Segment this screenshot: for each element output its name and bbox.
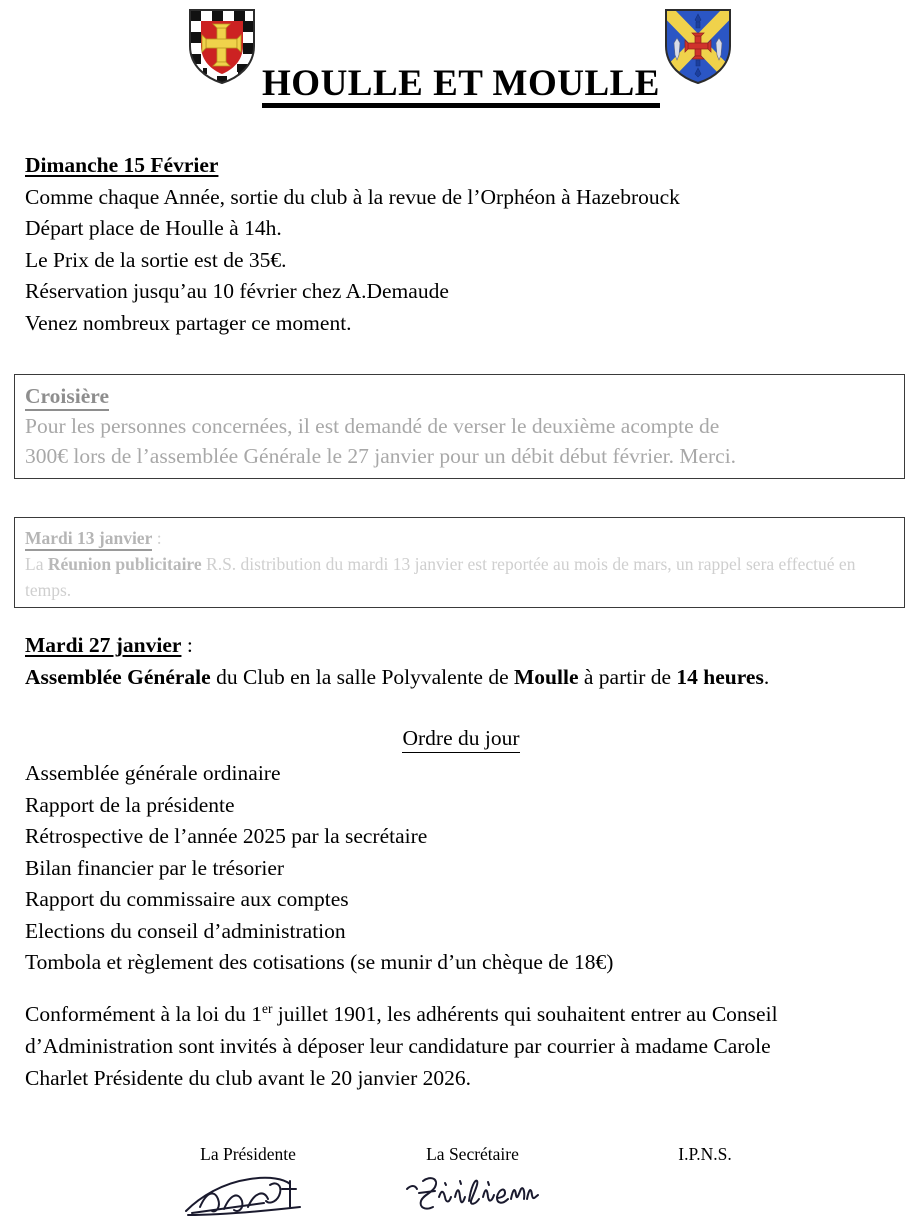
- croisiere-line: 300€ lors de l’assemblée Générale le 27 janvier pour un débit début février. Merci.: [25, 444, 737, 468]
- mardi-13-janvier-box: [14, 517, 905, 608]
- page-title: [0, 62, 922, 108]
- signature-label: La Secrétaire: [426, 1144, 519, 1164]
- mardi-13-body-before: La: [25, 554, 48, 574]
- mardi-13-heading-suffix: :: [152, 528, 162, 548]
- section-dimanche-line: Comme chaque Année, sortie du club à la revue de l’Orphéon à Hazebrouck: [25, 184, 680, 209]
- mardi-27-body-t1: du Club en la salle Polyvalente de: [210, 664, 515, 689]
- loi-part1: Conformément à la loi du 1: [25, 1002, 263, 1026]
- ipns-label: I.P.N.S.: [678, 1144, 732, 1164]
- list-item: Rapport du commissaire aux comptes: [25, 887, 349, 911]
- mardi-13-body-bold: Réunion publicitaire: [47, 554, 202, 574]
- mardi-27-body-b3: 14 heures: [676, 664, 764, 689]
- signature-emilienne-mark: [405, 1167, 540, 1219]
- ordre-du-jour-title: [0, 726, 922, 753]
- mardi-27-body-b1: Assemblée Générale: [25, 664, 211, 689]
- signature-charlet-mark: [178, 1167, 318, 1219]
- mardi-27-body-t3: .: [763, 664, 770, 689]
- section-mardi-27-janvier: [25, 630, 825, 693]
- mardi-27-heading: Mardi 27 janvier: [25, 633, 182, 657]
- paragraph-loi-1901: [25, 998, 835, 1094]
- coat-of-arms-moulle-icon: [662, 6, 734, 86]
- signature-block-ipns: [610, 1143, 800, 1165]
- list-item: Rapport de la présidente: [25, 792, 235, 817]
- mardi-13-body: [25, 551, 896, 603]
- section-dimanche: [25, 150, 885, 339]
- section-dimanche-line: Le Prix de la sortie est de 35€.: [25, 247, 287, 272]
- section-dimanche-line: Départ place de Houlle à 14h.: [25, 216, 282, 240]
- section-dimanche-line: Venez nombreux partager ce moment.: [25, 310, 352, 335]
- signature-row: [0, 1143, 922, 1220]
- mardi-27-body-b2: Moulle: [514, 664, 579, 689]
- mardi-27-body-t2: à partir de: [578, 664, 677, 689]
- section-dimanche-line: Réservation jusqu’au 10 février chez A.Demaude: [25, 279, 449, 303]
- list-item: Bilan financier par le trésorier: [25, 855, 285, 880]
- document-header: [0, 0, 922, 104]
- page-title-text: HOULLE ET MOULLE: [262, 65, 660, 108]
- croisiere-line: Pour les personnes concernées, il est demandé de verser le deuxième acompte de: [25, 414, 720, 438]
- ordre-du-jour-list: [25, 758, 885, 979]
- mardi-13-heading: Mardi 13 janvier: [25, 528, 152, 551]
- loi-superscript: er: [262, 1000, 273, 1016]
- mardi-27-body: [25, 662, 825, 694]
- list-item: Assemblée générale ordinaire: [25, 761, 281, 785]
- croisiere-box: [14, 374, 905, 479]
- list-item: Elections du conseil d’administration: [25, 918, 346, 943]
- mardi-13-body-after: R.S. distribution du mardi 13 janvier est reportée au mois de mars, un rappel sera effectué en temps.: [25, 554, 856, 600]
- list-item: Rétrospective de l’année 2025 par la secrétaire: [25, 824, 428, 848]
- mardi-27-heading-suffix: :: [181, 633, 193, 657]
- section-dimanche-heading: Dimanche 15 Février: [25, 153, 219, 177]
- ordre-du-jour-title-text: Ordre du jour: [402, 726, 519, 753]
- signature-block-secretaire: [405, 1143, 540, 1219]
- list-item: Tombola et règlement des cotisations (se munir d’un chèque de 18€): [25, 950, 614, 974]
- croisiere-heading: Croisière: [25, 383, 109, 411]
- loi-part2: juillet 1901, les adhérents qui souhaitent entrer au Conseil d’Administration sont invités à déposer leur candidature par courrier à madame Carole Charlet Présidente du club avant le 20 janvier 2026.: [25, 1002, 778, 1090]
- signature-label: La Présidente: [200, 1144, 296, 1164]
- signature-block-presidente: [178, 1143, 318, 1219]
